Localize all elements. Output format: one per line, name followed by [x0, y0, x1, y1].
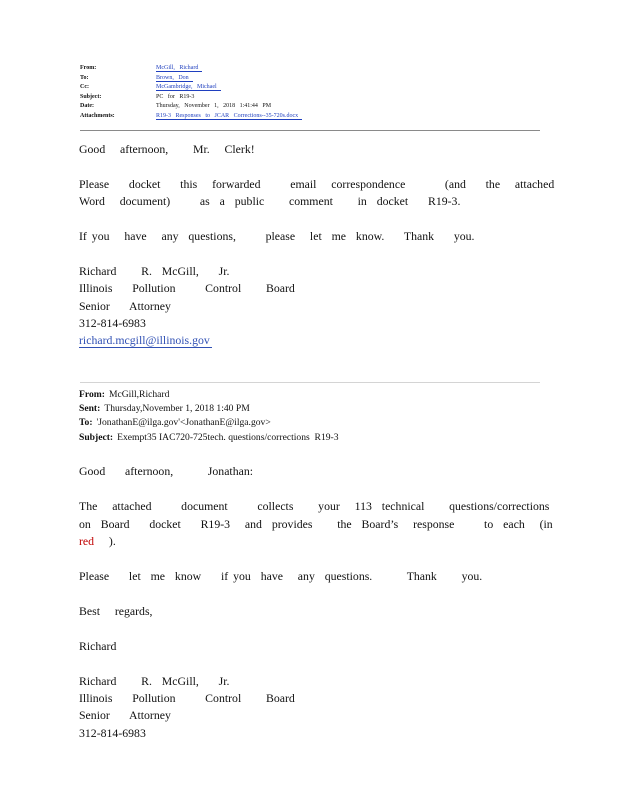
greeting-text: Good afternoon, Mr. Clerk!: [79, 142, 255, 156]
signature-phone: 312-814-6983: [79, 316, 146, 330]
header-from-value[interactable]: McGill, Richard: [156, 65, 202, 72]
signature-title: Senior Attorney: [79, 299, 171, 313]
fwd-subject-label: Subject:: [79, 431, 114, 443]
header-subject-value: PC for R19-3: [156, 93, 195, 100]
header-from-row: [80, 64, 540, 74]
red-word: red: [79, 534, 95, 548]
body-line-1: Please docket this forwarded email correspondence (and the attached: [79, 177, 555, 191]
header-to-value[interactable]: Brown, Don: [156, 75, 193, 82]
fwd-subject-row: [79, 431, 549, 445]
fwd-signature-org: Illinois Pollution Control Board: [79, 691, 295, 705]
signature-org: Illinois Pollution Control Board: [79, 281, 295, 295]
signature-email-row: [79, 332, 549, 350]
fwd-body-line-3: [79, 533, 549, 551]
fwd-greeting-text: Good afternoon, Jonathan:: [79, 464, 254, 478]
header-divider: [80, 130, 540, 131]
fwd-regards-text: Best regards,: [79, 604, 153, 618]
header-cc-label: Cc:: [80, 84, 89, 91]
signature-name: Richard R. McGill, Jr.: [79, 264, 230, 278]
header-subject-label: Subject:: [80, 93, 102, 100]
header-attachments-row: [80, 112, 540, 122]
fwd-body-line-2: on Board docket R19-3 and provides the Board’s response to each (in: [79, 517, 553, 531]
fwd-sent-value: Thursday,November 1, 2018 1:40 PM: [104, 403, 250, 415]
fwd-from-row: [79, 388, 549, 402]
header-cc-value[interactable]: McGambridge, Michael: [156, 84, 221, 91]
signature-email-link[interactable]: richard.mcgill@illinois.gov: [79, 333, 210, 347]
fwd-first-name: Richard: [79, 639, 117, 653]
attachment-link[interactable]: R19-3 Responses to JCAR Corrections--35-720s.docx: [156, 113, 302, 120]
closing-text: If you have any questions, please let me know. Thank you.: [79, 229, 475, 243]
header-from-label: From:: [80, 65, 97, 71]
fwd-to-row: [79, 416, 549, 430]
header-date-value: Thursday, November 1, 2018 1:41:44 PM: [156, 103, 272, 110]
fwd-signature-name: Richard R. McGill, Jr.: [79, 674, 230, 688]
forward-divider: [80, 382, 540, 383]
fwd-to-value: 'JonathanE@ilga.gov'<JonathanE@ilga.gov>: [96, 417, 271, 429]
header-date-row: [80, 102, 540, 112]
fwd-signature-phone: 312-814-6983: [79, 726, 146, 740]
forwarded-header: [79, 388, 549, 445]
header-to-label: To:: [80, 74, 89, 81]
header-attachments-label: Attachments:: [80, 112, 115, 119]
fwd-from-label: From:: [79, 389, 105, 400]
fwd-body-line-3-rest: ).: [94, 534, 116, 548]
fwd-from-value: McGill,Richard: [108, 389, 170, 400]
fwd-body-line-1: The attached document collects your 113 technical questions/corrections: [79, 499, 550, 513]
body-line-2: Word document) as a public comment in docket R19-3.: [79, 194, 461, 208]
fwd-to-label: To:: [79, 417, 93, 429]
header-cc-row: [80, 83, 540, 93]
fwd-closing-text: Please let me know if you have any questions. Thank you.: [79, 569, 483, 583]
header-to-row: [80, 74, 540, 84]
fwd-signature-title: Senior Attorney: [79, 708, 171, 722]
fwd-subject-value: Exempt35 IAC720-725tech. questions/corrections R19-3: [117, 431, 339, 443]
fwd-sent-label: Sent:: [79, 403, 101, 415]
fwd-sent-row: [79, 402, 549, 416]
email-header: [80, 64, 540, 122]
header-date-label: Date:: [80, 103, 94, 110]
header-subject-row: [80, 93, 540, 103]
